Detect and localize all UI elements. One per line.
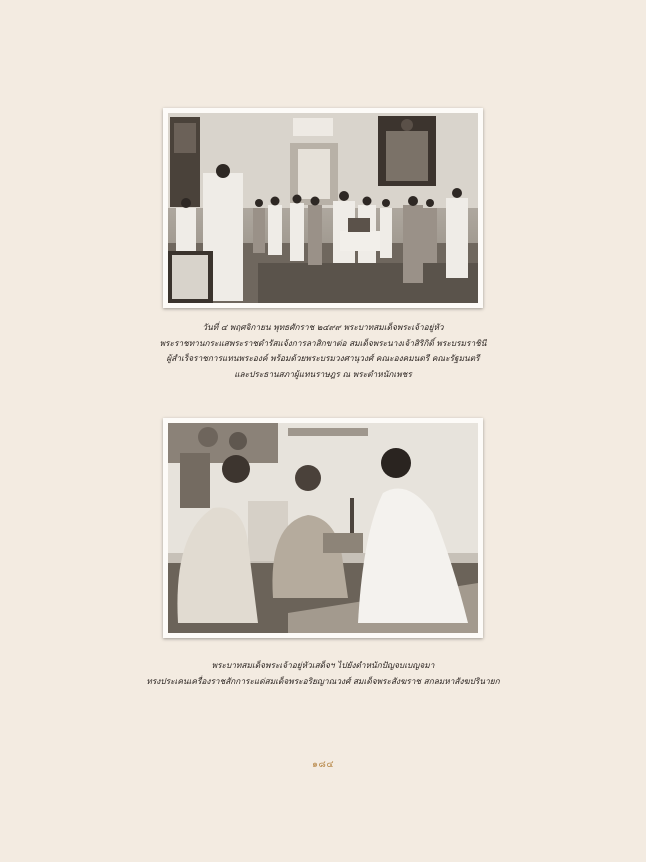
monks-offering-photo — [168, 423, 478, 633]
caption-top-line-2: พระราชทานกระแสพระราชดำรัสแจ้งการลาสิกขาต่อ สมเด็จพระนางเจ้าสิริกิติ์ พระบรมราชินี — [159, 337, 487, 348]
caption-bottom-line-2: ทรงประเคนเครื่องราชสักการะแด่สมเด็จพระอริยญาณวงศ์ สมเด็จพระสังฆราช สกลมหาสังฆปรินายก — [146, 675, 500, 686]
caption-top-line-1: วันที่ ๔ พฤศจิกายน พุทธศักราช ๒๔๙๙ พระบาทสมเด็จพระเจ้าอยู่หัว — [202, 322, 444, 332]
caption-top — [60, 320, 586, 382]
caption-bottom-line-1: พระบาทสมเด็จพระเจ้าอยู่หัวเสด็จฯ ไปยังตำหนักปัญจบเบญจมา — [211, 660, 435, 670]
caption-top-line-4: และประธานสภาผู้แทนราษฎร ณ พระตำหนักเพชร — [234, 368, 412, 379]
page-number: ๑๘๔ — [311, 759, 335, 770]
photo-top-frame — [163, 108, 483, 308]
photo-bottom-frame — [163, 418, 483, 638]
caption-bottom — [60, 658, 586, 689]
royal-audience-photo — [168, 113, 478, 303]
caption-top-line-3: ผู้สำเร็จราชการแทนพระองค์ พร้อมด้วยพระบรมวงศานุวงศ์ คณะองคมนตรี คณะรัฐมนตรี — [166, 353, 480, 363]
